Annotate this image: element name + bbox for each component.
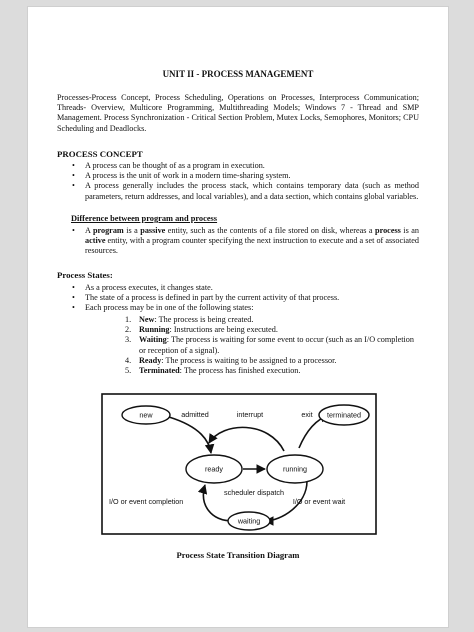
state-item-running: [125, 325, 419, 335]
state-description: : Instructions are being executed.: [169, 325, 278, 335]
node-label-new: new: [139, 410, 153, 420]
node-label-terminated: terminated: [327, 410, 361, 420]
node-label-waiting: waiting: [237, 516, 261, 526]
state-number: 1.: [125, 315, 132, 324]
state-description: : The process is waiting to be assigned to a processor.: [161, 355, 337, 365]
process-concept-heading: PROCESS CONCEPT: [57, 149, 143, 159]
difference-heading: Difference between program and process: [71, 214, 218, 223]
term-passive: passive: [140, 226, 166, 235]
diagram-caption: Process State Transition Diagram: [176, 550, 300, 560]
state-item-terminated: [125, 366, 419, 376]
page-title: UNIT II - PROCESS MANAGEMENT: [162, 69, 314, 79]
state-item-new: [125, 315, 419, 325]
state-number: 3.: [125, 335, 132, 345]
edge-label-interrupt: interrupt: [236, 410, 264, 419]
text-run: A: [85, 226, 93, 235]
state-number: 4.: [125, 355, 132, 365]
text-run: is an: [400, 226, 419, 235]
state-description: : The process has finished execution.: [179, 366, 301, 376]
process-concept-list: [57, 161, 419, 202]
state-name: Waiting: [139, 335, 167, 345]
text-run: entity, such as the contents of a file stored on disk, whereas a: [165, 226, 376, 235]
intro-paragraph: Processes-Process Concept, Process Scheduling, Operations on Processes, Interprocess Communication; Threads- Overview, Multicore Programming, Multithreading Models; Windows 7 - Thread and SMP Management. Process Synchronization - Critical Section Problem, Mutex Locks, Semophores, Monitors; CPU Scheduling and Deadlocks.: [57, 93, 419, 133]
list-item: • A process can be thought of as a program in execution.: [57, 161, 419, 171]
edge-label-io-event-wait: I/O or event wait: [292, 497, 346, 506]
list-item: • A process generally includes the process stack, which contains temporary data (such as method parameters, return addresses, and local variables), and a data section, which contains global variables.: [57, 181, 419, 201]
process-state-diagram: [101, 393, 377, 535]
edge-label-scheduler-dispatch: scheduler dispatch: [224, 488, 284, 497]
process-states-heading: Process States:: [57, 270, 113, 280]
process-states-list: [57, 283, 419, 314]
node-label-running: running: [283, 464, 307, 474]
list-item: • As a process executes, it changes state.: [57, 283, 419, 293]
states-list: [125, 315, 419, 376]
list-item: • A process is the unit of work in a modern time-sharing system.: [57, 171, 419, 181]
node-label-ready: ready: [205, 464, 223, 474]
state-item-waiting: [125, 335, 419, 355]
list-item: • Each process may be in one of the following states:: [57, 303, 419, 313]
state-description: : The process is waiting for some event to occur (such as an I/O completion or reception of a signal).: [139, 335, 414, 355]
state-description: : The process is being created.: [154, 315, 254, 324]
term-active: active: [85, 236, 106, 246]
list-item: [57, 226, 419, 257]
state-number: 2.: [125, 325, 132, 335]
difference-list: [57, 226, 419, 257]
state-item-ready: [125, 356, 419, 366]
text-run: is a: [123, 226, 141, 235]
edge-label-exit: exit: [301, 410, 313, 419]
state-name: New: [139, 315, 155, 324]
state-number: 5.: [125, 366, 132, 376]
list-item: • The state of a process is defined in part by the current activity of that process.: [57, 293, 419, 303]
term-process: process: [375, 226, 401, 235]
state-name: Ready: [139, 355, 162, 365]
diagram-svg: [101, 393, 377, 535]
term-program: program: [92, 226, 124, 235]
state-name: Terminated: [139, 366, 180, 376]
state-name: Running: [139, 325, 170, 335]
document-page: [27, 6, 449, 628]
text-run: entity, with a program counter specifying the next instruction to execute and a set of associated resources.: [85, 236, 419, 256]
edge-label-io-event-completion: I/O or event completion: [109, 497, 184, 506]
edge-label-admitted: admitted: [181, 410, 209, 419]
